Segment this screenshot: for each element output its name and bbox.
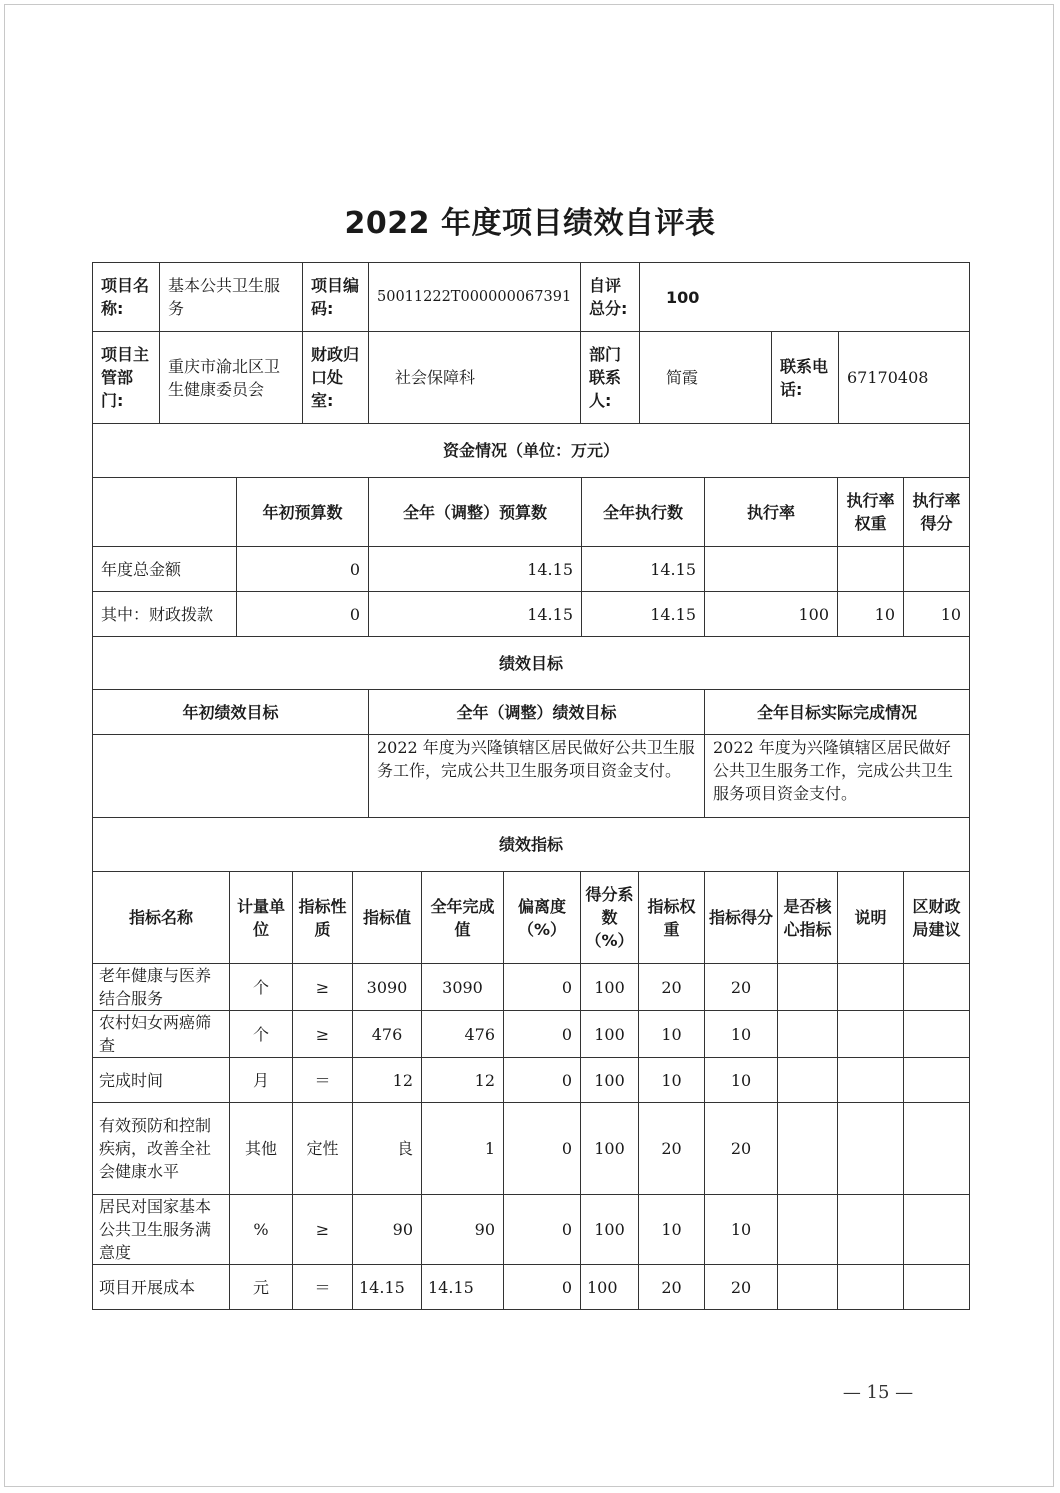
funds-executed: 14.15 — [582, 547, 705, 592]
goals-header-adjusted: 全年（调整）绩效目标 — [369, 690, 705, 735]
indicator-row — [93, 1265, 970, 1310]
ind-header-score: 指标得分 — [705, 872, 778, 964]
ind-advice — [904, 1103, 970, 1195]
ind-deviation: 0 — [504, 1011, 581, 1058]
ind-weight: 20 — [639, 1103, 705, 1195]
ind-target: 14.15 — [353, 1265, 422, 1310]
ind-advice — [904, 1195, 970, 1265]
ind-deviation: 0 — [504, 1265, 581, 1310]
funds-header-initial: 年初预算数 — [237, 478, 369, 547]
ind-header-advice: 区财政局建议 — [904, 872, 970, 964]
funds-header-blank — [93, 478, 237, 547]
ind-coef: 100 — [581, 964, 639, 1011]
ind-note — [838, 1011, 904, 1058]
ind-nature: ≥ — [293, 964, 353, 1011]
ind-advice — [904, 1058, 970, 1103]
ind-note — [838, 1265, 904, 1310]
ind-nature: ＝ — [293, 1265, 353, 1310]
funds-adjusted: 14.15 — [369, 547, 582, 592]
goals-header-initial: 年初绩效目标 — [93, 690, 369, 735]
funds-executed: 14.15 — [582, 592, 705, 637]
ind-name: 老年健康与医养结合服务 — [93, 964, 230, 1011]
ind-weight: 10 — [639, 1011, 705, 1058]
goals-table — [92, 636, 970, 818]
ind-advice — [904, 1011, 970, 1058]
funds-rate — [705, 547, 838, 592]
indicator-row — [93, 1195, 970, 1265]
ind-name: 有效预防和控制疾病，改善全社会健康水平 — [93, 1103, 230, 1195]
ind-nature: 定性 — [293, 1103, 353, 1195]
ind-score: 20 — [705, 964, 778, 1011]
ind-header-nature: 指标性质 — [293, 872, 353, 964]
goals-adjusted: 2022 年度为兴隆镇辖区居民做好公共卫生服务工作，完成公共卫生服务项目资金支付。 — [369, 735, 705, 818]
project-name-label: 项目名称: — [93, 263, 160, 332]
ind-name: 居民对国家基本公共卫生服务满意度 — [93, 1195, 230, 1265]
ind-unit: 月 — [230, 1058, 293, 1103]
project-name: 基本公共卫生服务 — [160, 263, 303, 332]
ind-actual: 12 — [422, 1058, 504, 1103]
self-score-label: 自评总分: — [581, 263, 640, 332]
funds-rate: 100 — [705, 592, 838, 637]
ind-unit: 其他 — [230, 1103, 293, 1195]
ind-deviation: 0 — [504, 964, 581, 1011]
ind-core — [778, 1011, 838, 1058]
ind-core — [778, 1265, 838, 1310]
ind-advice — [904, 1265, 970, 1310]
ind-note — [838, 1195, 904, 1265]
ind-coef: 100 — [581, 1265, 639, 1310]
phone-label: 联系电话: — [772, 332, 839, 424]
ind-actual: 14.15 — [422, 1265, 504, 1310]
ind-nature: ≥ — [293, 1011, 353, 1058]
ind-header-actual: 全年完成值 — [422, 872, 504, 964]
ind-header-target: 指标值 — [353, 872, 422, 964]
contact-label: 部门联系人: — [581, 332, 640, 424]
ind-name: 农村妇女两癌筛查 — [93, 1011, 230, 1058]
funds-header-score: 执行率得分 — [904, 478, 970, 547]
document-title: 2022 年度项目绩效自评表 — [344, 206, 716, 241]
project-info-table — [92, 262, 970, 424]
ind-header-unit: 计量单位 — [230, 872, 293, 964]
ind-coef: 100 — [581, 1103, 639, 1195]
dept-label: 项目主管部门: — [93, 332, 160, 424]
project-code-label: 项目编码: — [303, 263, 369, 332]
ind-note — [838, 1103, 904, 1195]
ind-weight: 20 — [639, 1265, 705, 1310]
ind-score: 20 — [705, 1265, 778, 1310]
ind-unit: % — [230, 1195, 293, 1265]
ind-deviation: 0 — [504, 1195, 581, 1265]
ind-name: 项目开展成本 — [93, 1265, 230, 1310]
ind-score: 10 — [705, 1058, 778, 1103]
finance-office: 社会保障科 — [369, 332, 581, 424]
funds-weight — [838, 547, 904, 592]
ind-deviation: 0 — [504, 1103, 581, 1195]
ind-actual: 1 — [422, 1103, 504, 1195]
ind-coef: 100 — [581, 1058, 639, 1103]
self-score: 100 — [640, 263, 970, 332]
ind-weight: 10 — [639, 1058, 705, 1103]
ind-core — [778, 1195, 838, 1265]
ind-coef: 100 — [581, 1195, 639, 1265]
indicators-table — [92, 817, 970, 1310]
ind-target: 476 — [353, 1011, 422, 1058]
ind-note — [838, 1058, 904, 1103]
ind-weight: 10 — [639, 1195, 705, 1265]
funds-weight: 10 — [838, 592, 904, 637]
contact: 简霞 — [640, 332, 772, 424]
funds-header-weight: 执行率权重 — [838, 478, 904, 547]
ind-core — [778, 1058, 838, 1103]
ind-unit: 个 — [230, 1011, 293, 1058]
funds-initial: 0 — [237, 592, 369, 637]
indicator-row — [93, 1058, 970, 1103]
funds-header-adjusted: 全年（调整）预算数 — [369, 478, 582, 547]
ind-unit: 元 — [230, 1265, 293, 1310]
funds-header-executed: 全年执行数 — [582, 478, 705, 547]
funds-adjusted: 14.15 — [369, 592, 582, 637]
finance-office-label: 财政归口处室: — [303, 332, 369, 424]
ind-target: 良 — [353, 1103, 422, 1195]
ind-header-coef: 得分系数（%） — [581, 872, 639, 964]
indicator-row — [93, 964, 970, 1011]
ind-header-core: 是否核心指标 — [778, 872, 838, 964]
ind-advice — [904, 964, 970, 1011]
ind-coef: 100 — [581, 1011, 639, 1058]
ind-score: 10 — [705, 1011, 778, 1058]
funds-row — [93, 547, 970, 592]
ind-target: 3090 — [353, 964, 422, 1011]
ind-core — [778, 964, 838, 1011]
goals-actual: 2022 年度为兴隆镇辖区居民做好公共卫生服务工作，完成公共卫生服务项目资金支付。 — [705, 735, 970, 818]
ind-target: 90 — [353, 1195, 422, 1265]
ind-header-weight: 指标权重 — [639, 872, 705, 964]
ind-nature: ≥ — [293, 1195, 353, 1265]
funds-row-label: 年度总金额 — [93, 547, 237, 592]
dept: 重庆市渝北区卫生健康委员会 — [160, 332, 303, 424]
ind-actual: 3090 — [422, 964, 504, 1011]
goals-header-actual: 全年目标实际完成情况 — [705, 690, 970, 735]
funds-section-title: 资金情况（单位：万元） — [93, 424, 970, 478]
funds-table — [92, 423, 970, 637]
ind-score: 20 — [705, 1103, 778, 1195]
funds-score — [904, 547, 970, 592]
ind-nature: ＝ — [293, 1058, 353, 1103]
indicators-section-title: 绩效指标 — [93, 818, 970, 872]
ind-header-note: 说明 — [838, 872, 904, 964]
funds-initial: 0 — [237, 547, 369, 592]
page-number: — 15 — — [842, 1382, 914, 1403]
ind-core — [778, 1103, 838, 1195]
ind-target: 12 — [353, 1058, 422, 1103]
goals-section-title: 绩效目标 — [93, 637, 970, 690]
indicator-row — [93, 1103, 970, 1195]
ind-deviation: 0 — [504, 1058, 581, 1103]
ind-unit: 个 — [230, 964, 293, 1011]
ind-name: 完成时间 — [93, 1058, 230, 1103]
ind-actual: 476 — [422, 1011, 504, 1058]
ind-header-deviation: 偏离度（%） — [504, 872, 581, 964]
funds-score: 10 — [904, 592, 970, 637]
ind-actual: 90 — [422, 1195, 504, 1265]
funds-row-label: 其中：财政拨款 — [93, 592, 237, 637]
ind-score: 10 — [705, 1195, 778, 1265]
goals-initial — [93, 735, 369, 818]
ind-weight: 20 — [639, 964, 705, 1011]
indicator-row — [93, 1011, 970, 1058]
ind-note — [838, 964, 904, 1011]
ind-header-name: 指标名称 — [93, 872, 230, 964]
phone: 67170408 — [839, 332, 970, 424]
funds-row — [93, 592, 970, 637]
funds-header-rate: 执行率 — [705, 478, 838, 547]
project-code: 50011222T000000067391 — [369, 263, 581, 332]
